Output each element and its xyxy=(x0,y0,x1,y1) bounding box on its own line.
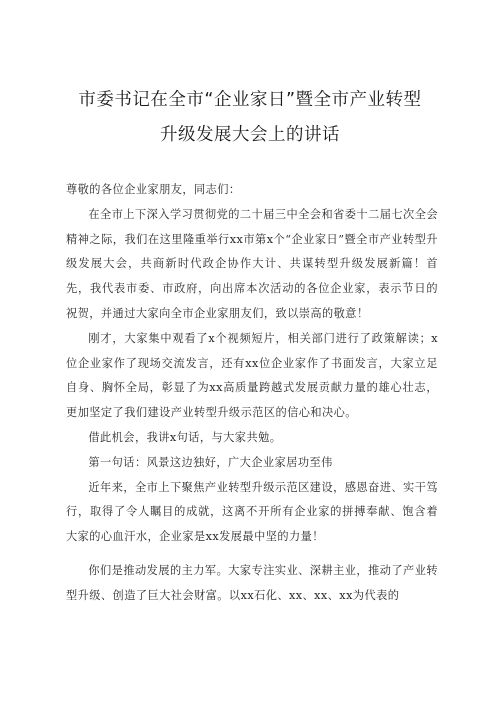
salutation: 尊敬的各位企业家朋友，同志们： xyxy=(66,183,241,196)
section-heading-1: 第一句话：风景这边独好，广大企业家居功至伟 xyxy=(88,455,333,469)
document-body xyxy=(66,178,438,609)
paragraph-main-force: 你们是推动发展的主力军。大家专注实业、深耕主业，推动了产业转型升级、创造了巨大社会财富。以xx石化、xx、xx、xx为代表的 xyxy=(66,563,438,602)
paragraph-achievements: 近年来，全市上下聚焦产业转型升级示范区建设，感恩奋进、实干笃行，取得了令人瞩目的成就，这离不开所有企业家的拼搏奉献、饱含着大家的心血汗水，企业家是xx发展最中坚的力量！ xyxy=(66,480,438,544)
document-title-line-1: 市委书记在全市“企业家日”暨全市产业转型 xyxy=(78,90,422,110)
paragraph-opening: 在全市上下深入学习贯彻党的二十届三中全会和省委十二届七次全会精神之际，我们在这里隆重举行xx市第x个“企业家日”暨全市产业转型升级发展大会，共商新时代政企协作大计、共谋转型升级发展新篇！首先，我代表市委、市政府，向出席本次活动的各位企业家，表示节日的祝贺，并通过大家向全市企业家朋友们，致以崇高的敬意！ xyxy=(66,207,438,320)
document-title-line-2: 升级发展大会上的讲话 xyxy=(160,125,340,145)
paragraph-transition: 借此机会，我讲x句话，与大家共勉。 xyxy=(88,430,282,444)
paragraph-review: 刚才，大家集中观看了x个视频短片，相关部门进行了政策解读；x位企业家作了现场交流发言，还有xx位企业家作了书面发言，大家立足自身、胸怀全局，彰显了为xx高质量跨越式发展贡献力量的雄心壮志，更加坚定了我们建设产业转型升级示范区的信心和决心。 xyxy=(66,331,438,420)
